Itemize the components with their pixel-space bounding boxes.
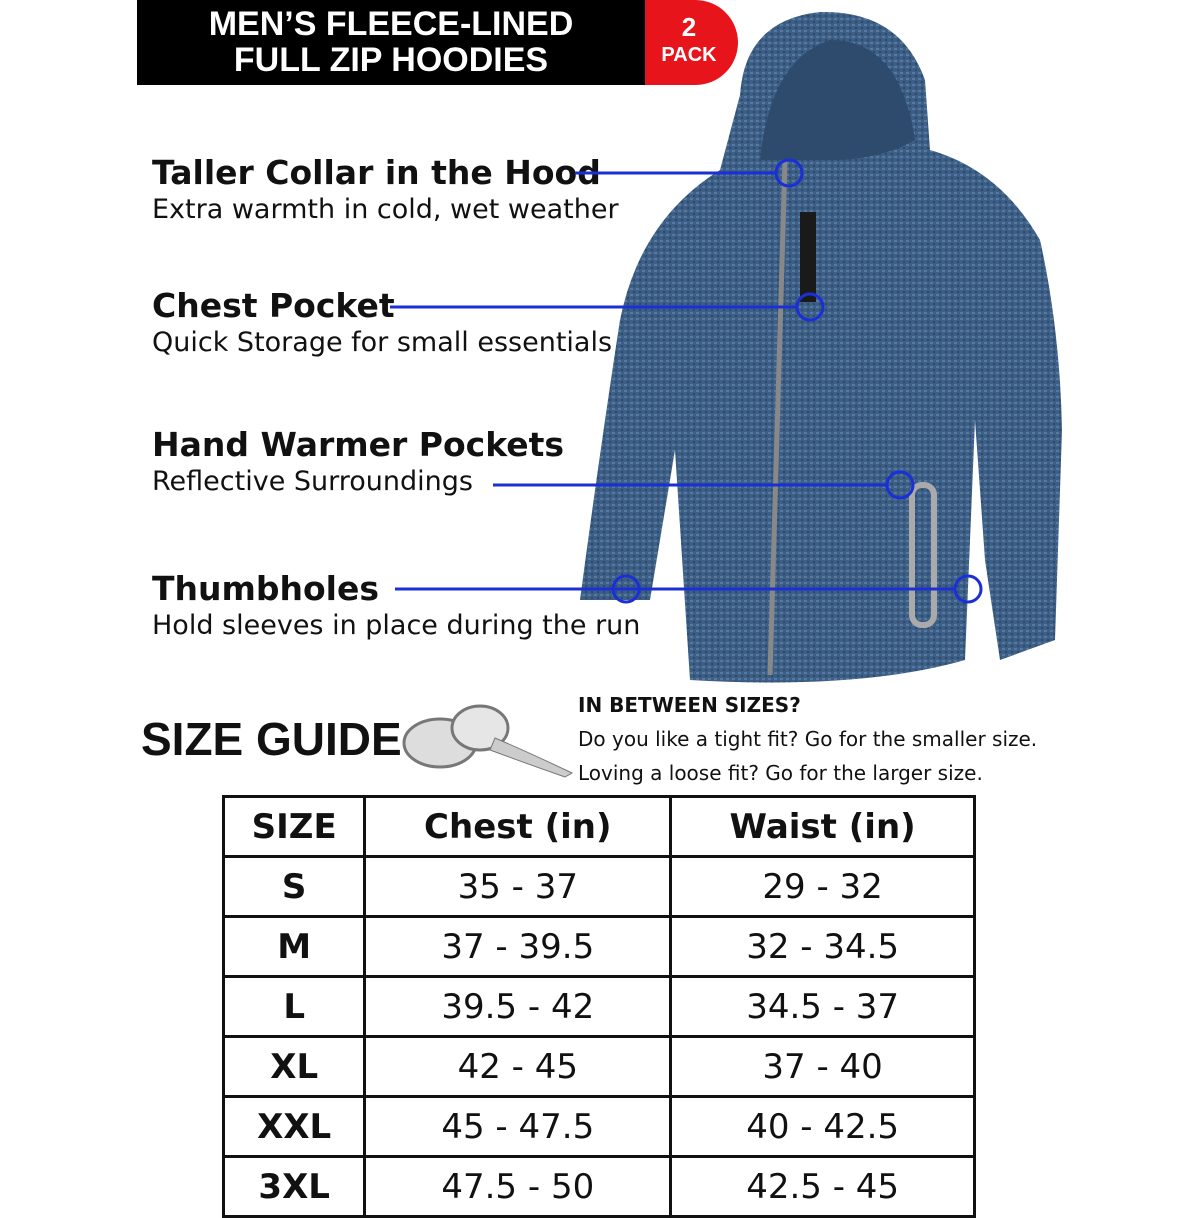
waist-cell: 29 - 32	[671, 857, 975, 917]
badge-number: 2	[681, 12, 697, 42]
chest-cell: 37 - 39.5	[365, 917, 671, 977]
feature-subtitle: Quick Storage for small essentials	[152, 327, 613, 358]
badge-label: PACK	[661, 44, 717, 66]
feature-chest-pocket	[152, 286, 612, 360]
feature-title: Taller Collar in the Hood	[152, 153, 601, 192]
chest-cell: 42 - 45	[365, 1037, 671, 1097]
waist-cell: 42.5 - 45	[671, 1157, 975, 1217]
size-cell: XXL	[224, 1097, 365, 1157]
banner-line-2: FULL ZIP HOODIES	[233, 41, 549, 79]
size-guide-title: SIZE GUIDE	[141, 713, 402, 765]
feature-title: Hand Warmer Pockets	[152, 425, 565, 464]
size-cell: XL	[224, 1037, 365, 1097]
in-between-sizes-note	[578, 688, 1037, 790]
waist-cell: 37 - 40	[671, 1037, 975, 1097]
table-row	[224, 1097, 975, 1157]
header-waist: Waist (in)	[671, 797, 975, 857]
note-line-2: Loving a loose fit? Go for the larger size.	[578, 761, 983, 785]
feature-collar	[152, 153, 619, 227]
measuring-tape-icon	[400, 698, 575, 778]
chest-cell: 47.5 - 50	[365, 1157, 671, 1217]
table-row	[224, 1037, 975, 1097]
waist-cell: 40 - 42.5	[671, 1097, 975, 1157]
feature-title: Thumbholes	[152, 569, 380, 608]
header-size: SIZE	[224, 797, 365, 857]
title-banner	[137, 0, 645, 85]
note-line-1: Do you like a tight fit? Go for the smaller size.	[578, 727, 1038, 751]
table-row	[224, 977, 975, 1037]
feature-title: Chest Pocket	[152, 286, 395, 325]
banner-line-1: MEN’S FLEECE-LINED	[208, 5, 574, 43]
feature-subtitle: Reflective Surroundings	[152, 466, 473, 497]
size-cell: S	[224, 857, 365, 917]
chest-cell: 39.5 - 42	[365, 977, 671, 1037]
feature-subtitle: Extra warmth in cold, wet weather	[152, 194, 619, 225]
waist-cell: 32 - 34.5	[671, 917, 975, 977]
table-header-row	[224, 797, 975, 857]
table-row	[224, 1157, 975, 1217]
size-cell: M	[224, 917, 365, 977]
size-cell: L	[224, 977, 365, 1037]
note-heading: IN BETWEEN SIZES?	[578, 693, 801, 717]
feature-subtitle: Hold sleeves in place during the run	[152, 610, 641, 641]
chest-cell: 45 - 47.5	[365, 1097, 671, 1157]
size-table	[222, 795, 976, 1218]
table-row	[224, 857, 975, 917]
waist-cell: 34.5 - 37	[671, 977, 975, 1037]
feature-hand-pockets	[152, 425, 564, 499]
size-cell: 3XL	[224, 1157, 365, 1217]
feature-thumbholes	[152, 569, 640, 643]
table-row	[224, 917, 975, 977]
chest-cell: 35 - 37	[365, 857, 671, 917]
header-chest: Chest (in)	[365, 797, 671, 857]
